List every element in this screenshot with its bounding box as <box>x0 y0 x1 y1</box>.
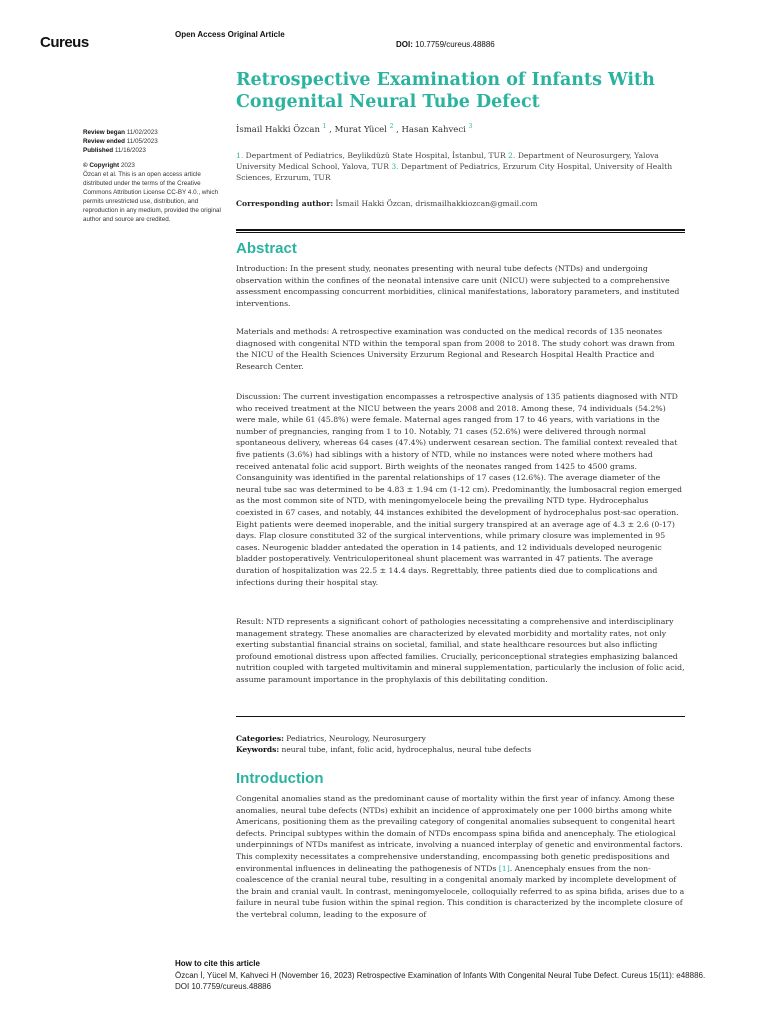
journal-logo: Cureus <box>40 34 89 51</box>
published <box>83 146 223 155</box>
abstract-result: Result: NTD represents a significant cohort of pathologies necessitating a comprehensive and interdisciplinary management strategy. These anomalies are characterized by elevated morbidity and mortality rates, not only exerting substantial financial strains on societal, familial, and state healthcare resources but also inflicting profound emotional distress upon affected families. Crucially, periconceptional strategies emphasizing balanced nutrition coupled with targeted multivitamin and mineral supplementation, particularly the inclusion of folic acid, assume paramount importance in the prophylaxis of this debilitating condition. <box>236 617 685 684</box>
article-title: Retrospective Examination of Infants With Congenital Neural Tube Defect <box>236 70 655 112</box>
doi <box>396 40 495 49</box>
keywords <box>236 744 685 756</box>
abstract-bottom-rule <box>236 716 685 717</box>
affiliation-text: Department of Neurosurgery, Yalova University Medical School, Yalova, TUR <box>236 151 659 171</box>
introduction-heading: Introduction <box>236 770 324 787</box>
abstract-heading: Abstract <box>236 240 297 257</box>
abstract-top-rule <box>236 229 685 233</box>
author-list: İsmail Hakki Özcan $^1$ , Murat Yücel $^2$ , Hasan Kahveci $^3$ <box>236 123 473 135</box>
article-type: Open Access Original Article <box>175 30 285 39</box>
review-ended-label: Review ended <box>83 138 125 145</box>
corresponding-author <box>236 199 538 208</box>
affiliation-text: Department of Pediatrics, Beylikdüzü State Hospital, İstanbul, TUR <box>245 151 506 160</box>
categories-text[interactable]: Pediatrics, Neurology, Neurosurgery <box>286 734 426 743</box>
categories <box>236 733 685 745</box>
doi-value[interactable]: 10.7759/cureus.48886 <box>415 40 495 49</box>
article-sidebar <box>83 128 223 224</box>
corresponding-label: Corresponding author: <box>236 199 334 208</box>
review-ended-date: 11/05/2023 <box>126 138 158 145</box>
keywords-label: Keywords: <box>236 745 280 754</box>
author-name[interactable]: Hasan Kahveci <box>401 124 466 135</box>
affiliation-text: Department of Pediatrics, Erzurum City Hospital, University of Health Sciences, Erzurum, TUR <box>236 162 673 182</box>
copyright <box>83 161 223 170</box>
author-affiliation-ref[interactable]: 1 <box>322 123 327 130</box>
categories-label: Categories: <box>236 734 284 743</box>
abstract-methods: Materials and methods: A retrospective examination was conducted on the medical records of 135 neonates diagnosed with congenital NTD within the temporal span from 2008 to 2018. The study cohort was drawn from the NICU of the Health Sciences University Erzurum Regional and Research Hospital Health Practice and Research Center. <box>236 327 675 371</box>
review-began-label: Review began <box>83 129 125 136</box>
affiliation-number: 2. <box>508 151 516 160</box>
citation-text: Özcan İ, Yücel M, Kahveci H (November 16, 2023) Retrospective Examination of Infants With Congenital Neural Tube Defect. Cureus 15(11): e48886. DOI 10.7759/cureus.48886 <box>175 971 706 991</box>
published-date: 11/16/2023 <box>114 147 146 154</box>
copyright-year: 2023 <box>120 162 135 169</box>
author-affiliation-ref[interactable]: 2 <box>389 123 394 130</box>
copyright-label: © Copyright <box>83 162 120 169</box>
reference-link[interactable]: [1] <box>498 863 510 873</box>
cite-heading: How to cite this article <box>175 959 260 968</box>
published-label: Published <box>83 147 114 154</box>
author-name[interactable]: Murat Yücel <box>334 124 387 135</box>
introduction-paragraph <box>236 793 685 921</box>
author-name[interactable]: İsmail Hakki Özcan <box>236 124 320 135</box>
affiliation-number: 3. <box>391 162 399 171</box>
affiliation-number: 1. <box>236 151 244 160</box>
review-ended <box>83 137 223 146</box>
affiliations <box>236 150 676 183</box>
keywords-text: neural tube, infant, folic acid, hydrocephalus, neural tube defects <box>281 745 532 754</box>
introduction-text-a: Congenital anomalies stand as the predominant cause of mortality within the first year of infancy. Among these anomalies, neural tube defects (NTDs) exhibit an incidence of approximately one per 1000 births among white Americans, positioning them as the prevailing category of congenital anomalies subsequent to congenital heart defects. Principal subtypes within the domain of NTDs encompass spina bifida and anencephaly. The etiological underpinnings of NTDs manifest as intricate, involving a nuanced interplay of genetic and environmental factors. This complexity necessitates a comprehensive understanding, encompassing both genetic predispositions and environmental influences in delineating the pathogenesis of NTDs <box>236 794 683 873</box>
doi-label: DOI: <box>396 40 413 49</box>
review-began-date: 11/02/2023 <box>126 129 158 136</box>
review-began <box>83 128 223 137</box>
abstract-introduction: Introduction: In the present study, neonates presenting with neural tube defects (NTDs) and undergoing observation within the confines of the neonatal intensive care unit (NICU) were subjected to a comprehensive assessment encompassing concurrent morbidities, clinical manifestations, laboratory parameters, and instituted interventions. <box>236 264 680 308</box>
author-affiliation-ref[interactable]: 3 <box>468 123 473 130</box>
license-text: Özcan et al. This is an open access article distributed under the terms of the Creative Commons Attribution License CC-BY 4.0., which permits unrestricted use, distribution, and reproduction in any medium, provided the original author and source are credited. <box>83 171 221 223</box>
introduction-text-b: . Anencephaly ensues from the non-coalescence of the cranial neural tube, resulting in a congenital anomaly marked by incomplete development of the brain and cranial vault. In contrast, meningomyelocele, colloquially referred to as spina bifida, arises due to a failure in neural tube fusion within the spinal region. This condition is characterized by the incomplete closure of the vertebral column, leading to the exposure of <box>236 863 685 919</box>
corresponding-text[interactable]: İsmail Hakki Özcan, drismailhakkiozcan@gmail.com <box>335 199 538 208</box>
abstract-discussion: Discussion: The current investigation encompasses a retrospective analysis of 135 patients diagnosed with NTD who received treatment at the NICU between the years 2008 and 2018. Among these, 74 individuals (54.2%) were male, while 61 (45.8%) were female. Maternal ages ranged from 17 to 46 years, with variations in the number of pregnancies, ranging from 1 to 10. Notably, 71 cases (52.6%) were delivered through normal spontaneous delivery, whereas 64 cases (47.4%) underwent cesarean section. The familial context revealed that five patients (3.6%) had siblings with a history of NTD, while no instances were noted where mothers had received antenatal folic acid support. Birth weights of the neonates ranged from 1425 to 4500 grams. Consanguinity was identified in the parental relationships of 17 cases (12.6%). The average diameter of the neural tube sac was determined to be 4.83 ± 1.94 cm (1-12 cm). Predominantly, the lumbosacral region emerged as the most common site of NTD, with meningomyelocele being the prevailing NTD type. Hydrocephalus coexisted in 67 cases, and notably, 44 instances exhibited the development of hydrocephalus post-sac operation. Eight patients were deemed inoperable, and the initial surgery transpired at an average age of 4.3 ± 2.6 (0-17) days. Flap closure constituted 32 of the surgical interventions, while primary closure was implemented in 95 cases. Neurogenic bladder antedated the operation in 14 patients, and 12 individuals developed neurogenic bladder postoperatively. Ventriculoperitoneal shunt placement was warranted in 47 patients. The average duration of hospitalization was 22.5 ± 14.4 days. Regrettably, three patients died due to complications and infections during their hospital stay. <box>236 392 682 587</box>
